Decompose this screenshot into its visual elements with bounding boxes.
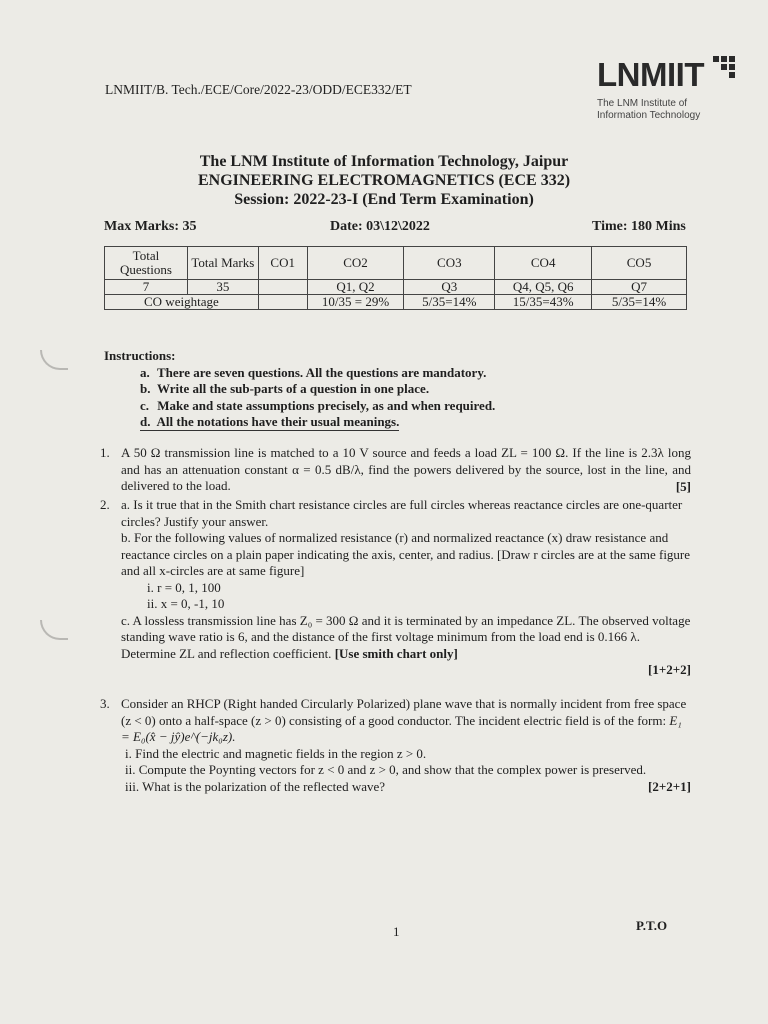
punch-hole-mark	[40, 350, 68, 370]
cell-co4-weightage: 15/35=43%	[495, 295, 592, 310]
instruction-item: a. There are seven questions. All the questions are mandatory.	[140, 364, 487, 380]
instructions	[104, 348, 495, 431]
exam-date: Date: 03\12\2022	[330, 219, 430, 234]
instruction-item: c. Make and state assumptions precisely, as and when required.	[140, 397, 496, 413]
question-part-ii: ii. Compute the Poynting vectors for z < 0 and z > 0, and show that the complex power is preserved.	[125, 762, 647, 777]
question-marks: [1+2+2]	[648, 662, 691, 677]
question-text: Consider an RHCP (Right handed Circularly Polarized) plane wave that is normally incident from free space (z < 0) onto a half-space (z > 0) consisting of a good conductor. The incident electric field is of the form: E₁ = E₀(x̂ − jŷ)e^(−jk₀z).	[121, 696, 687, 744]
co-table	[104, 246, 687, 310]
cell-co3-weightage: 5/35=14%	[404, 295, 495, 310]
question-3	[100, 696, 691, 796]
question-part-i: i. Find the electric and magnetic fields in the region z > 0.	[125, 745, 427, 761]
cell-co2-questions: Q1, Q2	[307, 280, 404, 295]
cell-co2-weightage: 10/35 = 29%	[307, 295, 404, 310]
cell-co5-weightage: 5/35=14%	[592, 295, 687, 310]
logo-word: LNMIIT	[597, 56, 704, 93]
header-total-marks: Total Marks	[187, 247, 258, 280]
cell-co1-questions	[258, 280, 307, 295]
question-part-c: c. A lossless transmission line has Z₀ = 300 Ω and it is terminated by an impedance ZL. The observed voltage standing wave ratio is 6, and the distance of the first voltage minimum from the load end is 0.166 λ. Determine ZL and reflection coefficient. [Use smith chart only]	[121, 612, 691, 661]
cell-co3-questions: Q3	[404, 280, 495, 295]
question-marks: [5]	[675, 478, 691, 494]
exam-heading	[0, 152, 768, 209]
question-part-b-i: i. r = 0, 1, 100	[147, 579, 221, 595]
exam-duration: Time: 180 Mins	[592, 219, 686, 234]
header-co1: CO1	[258, 247, 307, 280]
question-number: 3.	[100, 696, 110, 711]
question-number: 1.	[100, 445, 110, 460]
cell-co4-questions: Q4, Q5, Q6	[495, 280, 592, 295]
institute-name: The LNM Institute of Information Technology, Jaipur	[199, 153, 569, 170]
question-part-a: a. Is it true that in the Smith chart resistance circles are full circles whereas reactance circles are one-quarter circles? Justify your answer.	[121, 497, 683, 529]
question-number: 2.	[100, 497, 110, 512]
cell-co5-questions: Q7	[592, 280, 687, 295]
header-co4: CO4	[495, 247, 592, 280]
question-1	[100, 445, 691, 495]
header-co3: CO3	[404, 247, 495, 280]
instructions-title: Instructions:	[104, 348, 176, 363]
instruction-item: b. Write all the sub-parts of a question in one place.	[140, 381, 430, 396]
instruction-item: d. All the notations have their usual meanings.	[140, 414, 400, 429]
question-2	[100, 497, 691, 679]
cell-total-questions: 7	[105, 280, 188, 295]
session-title: Session: 2022-23-I (End Term Examination)	[234, 191, 534, 208]
document-code: LNMIIT/B. Tech./ECE/Core/2022-23/ODD/ECE332/ET	[105, 82, 412, 97]
field-formula: E₁ = E₀(x̂ − jŷ)e^(−jk₀z).	[121, 712, 682, 744]
page-number: 1	[393, 924, 400, 939]
cell-total-marks: 35	[187, 280, 258, 295]
header-co2: CO2	[307, 247, 404, 280]
question-text: A 50 Ω transmission line is matched to a 10 V source and feeds a load ZL = 100 Ω. If the line is 2.3λ long and has an attenuation constant α = 0.5 dB/λ, find the powers delivered by the source, lost in the line, and delivered to the load.	[121, 445, 691, 493]
institute-logo	[597, 58, 737, 122]
max-marks: Max Marks: 35	[104, 219, 197, 234]
punch-hole-mark	[40, 620, 68, 640]
header-co5: CO5	[592, 247, 687, 280]
question-part-iii: iii. What is the polarization of the reflected wave?	[125, 778, 386, 794]
logo-mark-icon	[713, 56, 737, 78]
course-title: ENGINEERING ELECTROMAGNETICS (ECE 332)	[197, 172, 571, 189]
please-turn-over: P.T.O	[636, 918, 668, 933]
question-part-b-ii: ii. x = 0, -1, 10	[147, 596, 225, 611]
question-part-b: b. For the following values of normalized resistance (r) and normalized reactance (x) draw resistance and reactance circles on a plain paper indicating the axis, center, and radius. [Draw r circles are at the same figure and all x-circles are at same figure]	[121, 530, 691, 578]
logo-subtitle: The LNM Institute of Information Technology	[597, 98, 701, 121]
co-weightage-label: CO weightage	[105, 295, 259, 310]
question-marks: [2+2+1]	[648, 779, 691, 794]
cell-co1-weightage	[258, 295, 307, 310]
header-total-questions: Total Questions	[105, 247, 188, 280]
